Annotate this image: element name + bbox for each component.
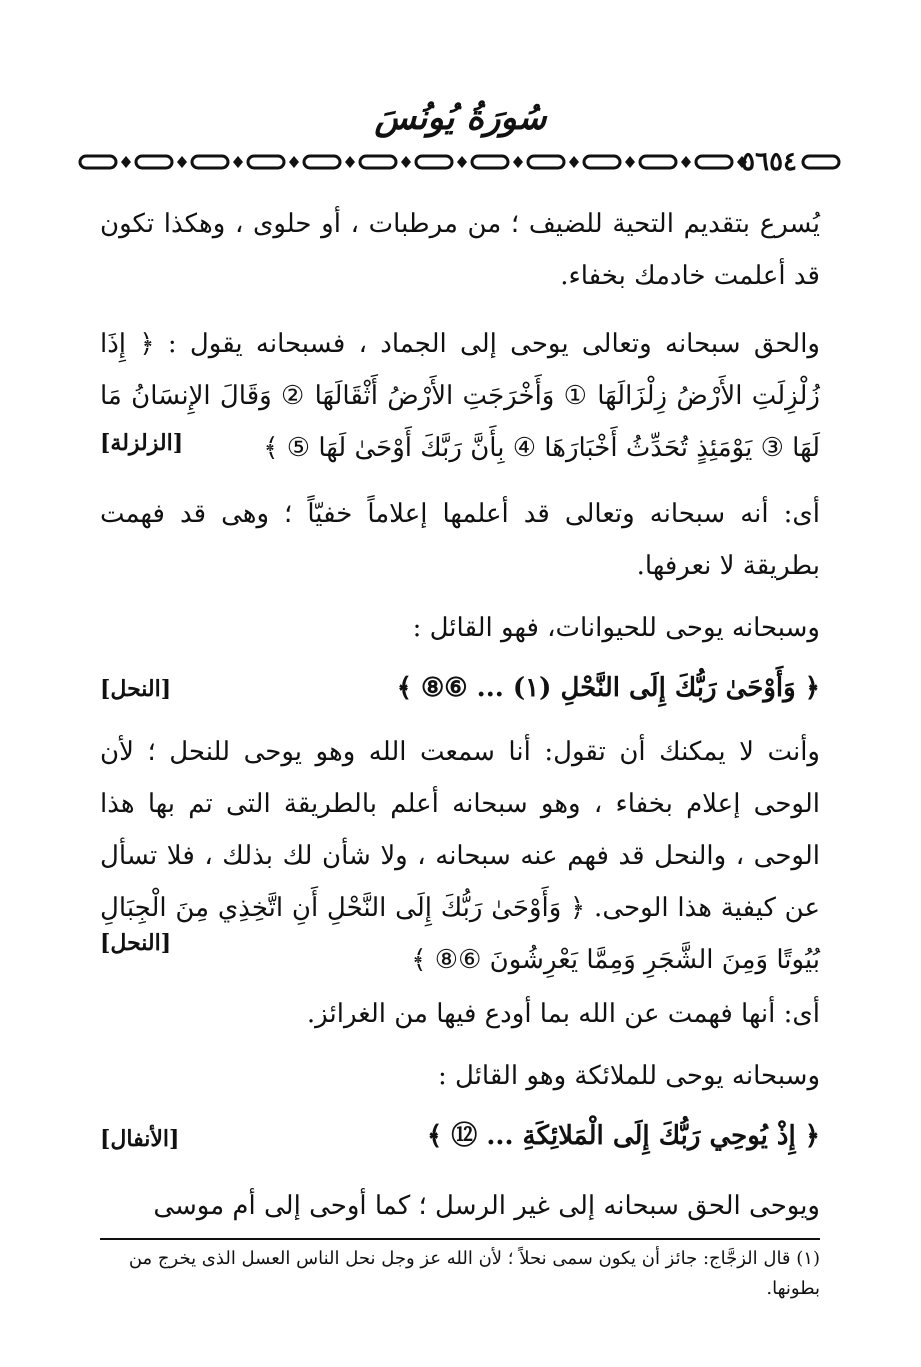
paragraph-7: وسبحانه يوحى للملائكة وهو القائل :: [437, 1061, 820, 1091]
paragraph-2-verse: والحق سبحانه وتعالى يوحى إلى الجماد ، فسبحانه يقول : ﴿ إِذَا زُلْزِلَتِ الأَرْضُ زِلْزَالَهَا ① وَأَخْرَجَتِ الأَرْضُ أَثْقَالَهَا ② وَقَالَ الإِنسَانُ مَا لَهَا ③ يَوْمَئِذٍ تُحَدِّثُ أَخْبَارَهَا ④ بِأَنَّ رَبَّكَ أَوْحَىٰ لَهَا ⑤ ﴾: [100, 329, 820, 463]
paragraph-4: وسبحانه يوحى للحيوانات، فهو القائل :: [412, 613, 820, 643]
chain-end-ornament-icon: [799, 152, 843, 172]
paragraph-1: يُسرع بتقديم التحية للضيف ؛ من مرطبات ، أو حلوى ، وهكذا تكون قد أعلمت خادمك بخفاء.: [100, 209, 820, 291]
paragraph-5: وأنت لا يمكنك أن تقول: أنا سمعت الله وهو يوحى للنحل ؛ لأن الوحى إعلام بخفاء ، وهو سبحانه أعلم بالطريقة التى تم بها هذا الوحى ، والنحل قد فهم عنه سبحانه ، ولا شأن لك بذلك ، فلا تسأل عن كيفية هذا الوحى. ﴿ وَأَوْحَىٰ رَبُّكَ إِلَى النَّحْلِ أَنِ اتَّخِذِي مِنَ الْجِبَالِ بُيُوتًا وَمِنَ الشَّجَرِ وَمِمَّا يَعْرِشُونَ ⑥⑧ ﴾: [100, 737, 820, 975]
paragraph-8: ويوحى الحق سبحانه إلى غير الرسل ؛ كما أوحى إلى أم موسى: [153, 1191, 820, 1221]
paragraph-3: أى: أنه سبحانه وتعالى قد أعلمها إعلاماً خفيّاً ؛ وهى قد فهمت بطريقة لا نعرفها.: [100, 499, 820, 581]
verse-anfal: ﴿ إِذْ يُوحِي رَبُّكَ إِلَى الْمَلائِكَةِ ... ⑫ ﴾: [427, 1121, 820, 1151]
verse-reference-anfal: [الأنفال]: [100, 1126, 180, 1152]
paragraph-6: أى: أنها فهمت عن الله بما أودع فيها من الغرائز.: [306, 999, 820, 1029]
page-header-ornament-row: [78, 145, 843, 179]
verse-nahl-short: ﴿ وَأَوْحَىٰ رَبُّكَ إِلَى النَّحْلِ (١) ... ⑥⑧ ﴾: [396, 673, 820, 703]
surah-title: سُورَةُ يُونُسَ: [374, 98, 547, 138]
chain-ornament-icon: [78, 152, 798, 172]
page-number: ٥٦٥٤: [741, 147, 797, 177]
verse-reference-nahl-1: [النحل]: [100, 676, 172, 702]
verse-reference-nahl-2: [النحل]: [100, 930, 172, 956]
footnote-separator: [100, 1238, 820, 1240]
verse-reference-zalzalah: [الزلزلة]: [100, 430, 184, 456]
footnote: (١) قال الزجَّاج: جائز أن يكون سمى نحلاً ؛ لأن الله عز وجل نحل الناس العسل الذى يخرج من بطونها.: [128, 1248, 820, 1299]
